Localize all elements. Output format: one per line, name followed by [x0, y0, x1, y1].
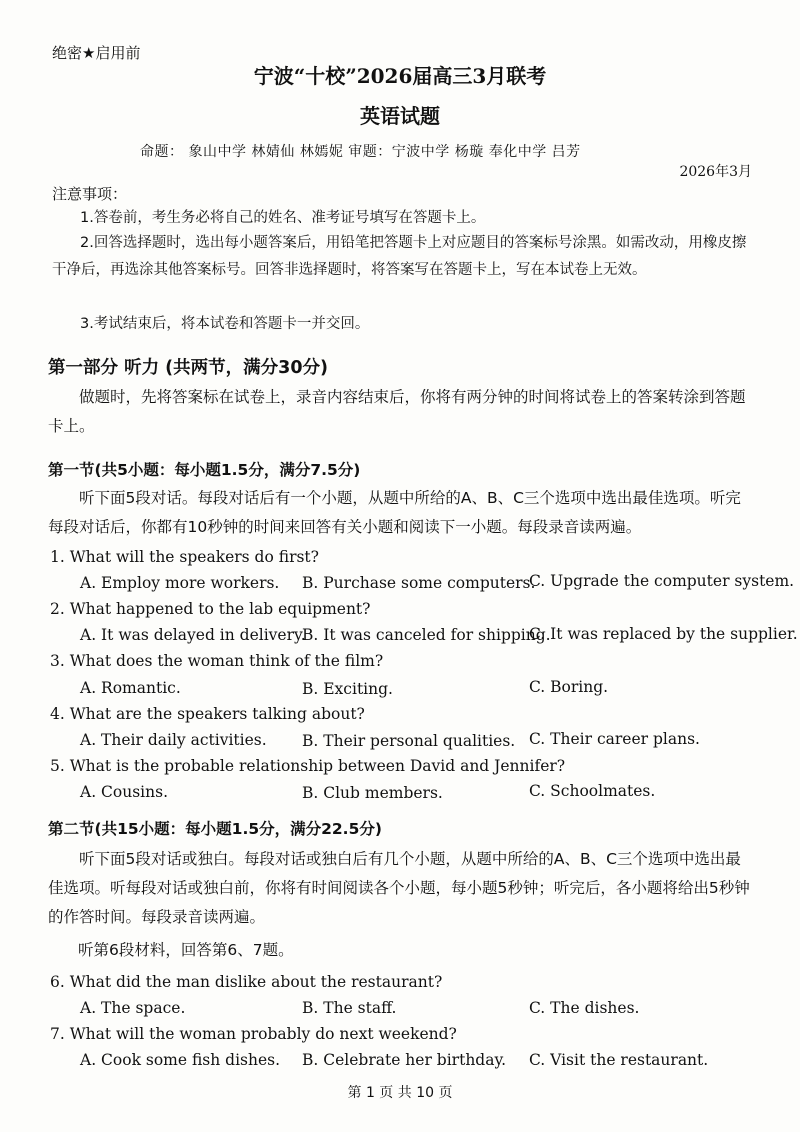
confidential-mark: 绝密★启用前: [52, 44, 141, 62]
question-1-option-b: B. Purchase some computers.: [302, 574, 536, 592]
question-2-option-c: C. It was replaced by the supplier.: [529, 625, 798, 643]
question-7-option-a: A. Cook some fish dishes.: [80, 1051, 281, 1069]
question-4: 4. What are the speakers talking about?: [50, 705, 365, 723]
question-2: 2. What happened to the lab equipment?: [50, 600, 371, 618]
question-3-option-b: B. Exciting.: [302, 680, 393, 698]
question-6-option-a: A. The space.: [80, 999, 186, 1017]
question-7: 7. What will the woman probably do next weekend?: [50, 1025, 457, 1043]
notice-title: 注意事项：: [52, 185, 128, 203]
question-2-option-b: B. It was canceled for shipping.: [302, 626, 551, 644]
exam-date: 2026年3月: [679, 164, 752, 180]
question-5-option-c: C. Schoolmates.: [529, 782, 656, 800]
section2-instruction: 听下面5段对话或独白。每段对话或独白后有几个小题，从题中所给的A、B、C三个选项中选出最佳选项。听每段对话或独白前，你将有时间阅读各个小题，每小题5秒钟；听完后，各小题将给出5秒钟的作答时间。每段录音读两遍。: [48, 850, 750, 926]
exam-subtitle: 英语试题: [360, 104, 440, 128]
question-6-option-c: C. The dishes.: [529, 999, 640, 1017]
question-3: 3. What does the woman think of the film?: [50, 652, 384, 670]
question-5-option-b: B. Club members.: [302, 784, 443, 802]
authors-line: 命题： 象山中学 林婧仙 林嫣妮 审题：宁波中学 杨璇 奉化中学 吕芳: [140, 144, 581, 160]
question-4-option-c: C. Their career plans.: [529, 730, 700, 748]
question-3-option-a: A. Romantic.: [80, 679, 181, 697]
question-7-option-c: C. Visit the restaurant.: [529, 1051, 709, 1069]
part1-title: 第一部分 听力 (共两节，满分30分): [48, 358, 329, 378]
question-1: 1. What will the speakers do first?: [50, 548, 319, 566]
question-3-option-c: C. Boring.: [529, 678, 609, 696]
notice-item-1: 1.答卷前，考生务必将自己的姓名、准考证号填写在答题卡上。: [80, 210, 486, 226]
section1-instruction: 听下面5段对话。每段对话后有一个小题，从题中所给的A、B、C三个选项中选出最佳选项。听完每段对话后，你都有10秒钟的时间来回答有关小题和阅读下一小题。每段录音读两遍。: [48, 489, 741, 536]
notice-item-3: 3.考试结束后，将本试卷和答题卡一并交回。: [80, 316, 370, 332]
question-6: 6. What did the man dislike about the restaurant?: [50, 973, 443, 991]
question-1-option-a: A. Employ more workers.: [80, 574, 280, 592]
question-5-option-a: A. Cousins.: [80, 783, 168, 801]
question-4-option-b: B. Their personal qualities.: [302, 732, 516, 750]
section1-title: 第一节(共5小题：每小题1.5分，满分7.5分): [48, 461, 361, 479]
question-4-option-a: A. Their daily activities.: [80, 731, 267, 749]
page-footer: 第 1 页 共 10 页: [347, 1085, 453, 1101]
question-2-option-a: A. It was delayed in delivery.: [80, 626, 306, 644]
notice-item-2: 2.回答选择题时，选出每小题答案后，用铅笔把答题卡上对应题目的答案标号涂黑。如需改动，用橡皮擦干净后，再选涂其他答案标号。回答非选择题时，将答案写在答题卡上，写在本试卷上无效。: [52, 235, 747, 278]
section2-title: 第二节(共15小题：每小题1.5分，满分22.5分): [48, 820, 382, 838]
question-1-option-c: C. Upgrade the computer system.: [529, 572, 795, 590]
material-instruction: 听第6段材料，回答第6、7题。: [78, 941, 294, 959]
exam-title: 宁波“十校”2026届高三3月联考: [253, 64, 547, 88]
question-7-option-b: B. Celebrate her birthday.: [302, 1051, 507, 1069]
part1-instruction: 做题时，先将答案标在试卷上，录音内容结束后，你将有两分钟的时间将试卷上的答案转涂到答题卡上。: [48, 388, 746, 435]
question-5: 5. What is the probable relationship between David and Jennifer?: [50, 757, 566, 775]
question-6-option-b: B. The staff.: [302, 999, 397, 1017]
